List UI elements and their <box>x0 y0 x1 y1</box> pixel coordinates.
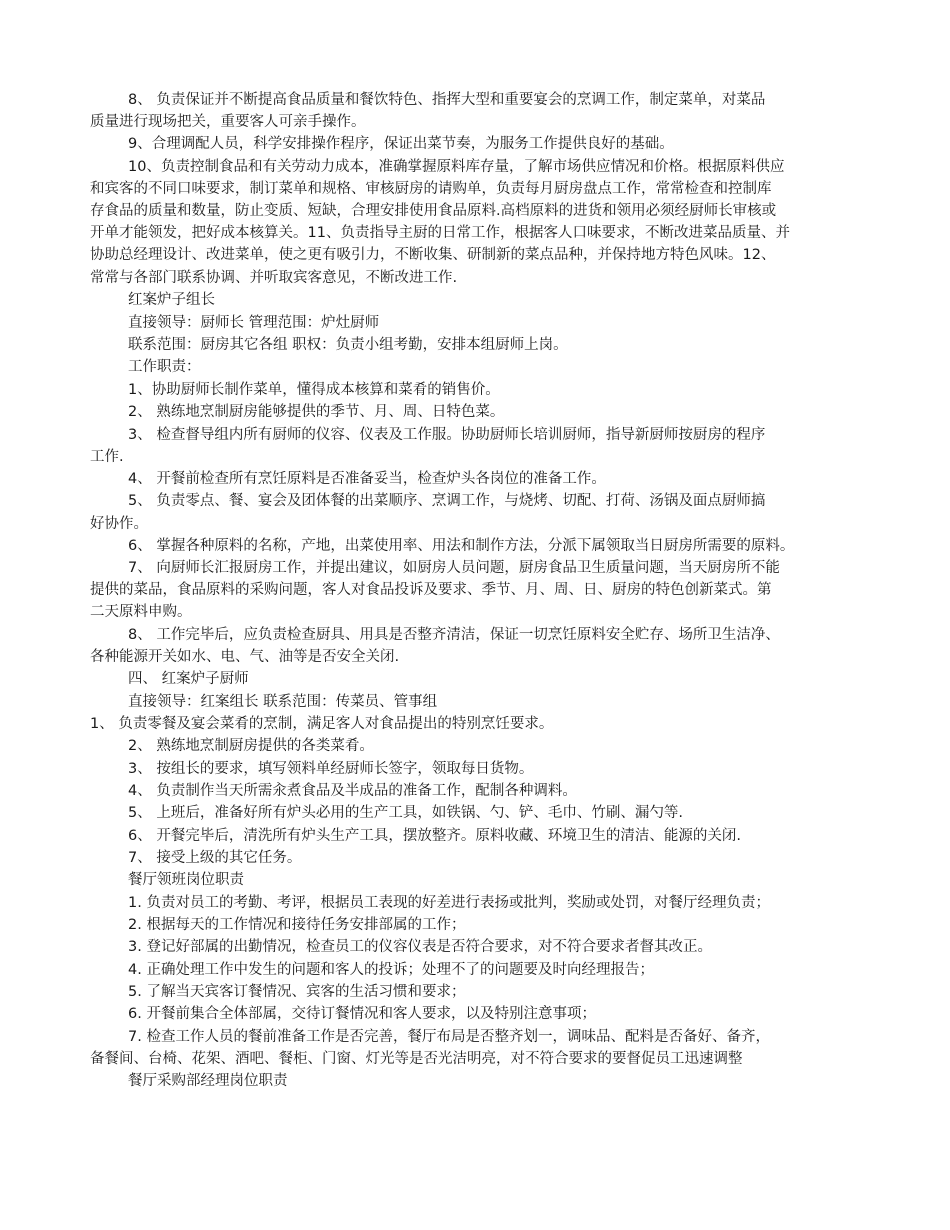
text-line: 9、合理调配人员，科学安排操作程序，保证出菜节奏，为服务工作提供良好的基础。 <box>128 136 674 152</box>
text-line: 协助总经理设计、改进菜单，使之更有吸引力，不断收集、研制新的菜点品种，并保持地方特色风味。12、 <box>90 247 776 263</box>
text-line: 质量进行现场把关，重要客人可亲手操作。 <box>90 114 366 130</box>
section-heading: 红案炉子组长 <box>128 292 215 308</box>
text-line: 开单才能领发，把好成本核算关。11、负责指导主厨的日常工作，根据客人口味要求，不断改进菜品质量、并 <box>90 225 790 241</box>
text-line: 3、 按组长的要求，填写领料单经厨师长签字，领取每日货物。 <box>128 761 534 777</box>
text-line: 各种能源开关如水、电、气、油等是否安全关闭. <box>90 649 400 665</box>
text-line: 3、 检查督导组内所有厨师的仪容、仪表及工作服。协助厨师长培训厨师，指导新厨师按厨房的程序 <box>128 427 766 443</box>
text-line: 2、 熟练地烹制厨房能够提供的季节、月、周、日特色菜。 <box>128 404 505 420</box>
text-line: 2、 熟练地烹制厨房提供的各类菜肴。 <box>128 738 374 754</box>
text-line: 二天原料申购。 <box>90 604 192 620</box>
section-heading: 四、 红案炉子厨师 <box>128 671 249 687</box>
text-line: 4、 开餐前检查所有烹饪原料是否准备妥当，检查炉头各岗位的准备工作。 <box>128 471 606 487</box>
text-line: 好协作。 <box>90 516 148 532</box>
text-line: 1、 负责零餐及宴会菜肴的烹制，满足客人对食品提出的特别烹饪要求。 <box>90 716 554 732</box>
text-line: 6、 开餐完毕后，清洗所有炉头生产工具，摆放整齐。原料收藏、环境卫生的清洁、能源的关闭. <box>128 828 741 844</box>
section-heading: 餐厅领班岗位职责 <box>128 872 244 888</box>
text-line: 8、 负责保证并不断提高食品质量和餐饮特色、指挥大型和重要宴会的烹调工作，制定菜单，对菜品 <box>128 92 766 108</box>
text-line: 6、 掌握各种原料的名称，产地，出菜使用率、用法和制作方法，分派下属领取当日厨房所需要的原料。 <box>128 538 795 554</box>
text-line: 存食品的质量和数量，防止变质、短缺，合理安排使用食品原料.高档原料的进货和领用必须经厨师长审核或 <box>90 203 777 219</box>
text-line: 工作. <box>90 449 124 465</box>
text-line: 1. 负责对员工的考勤、考评，根据员工表现的好差进行表扬或批判，奖励或处罚，对餐厅经理负责； <box>128 895 770 911</box>
section-heading: 餐厅采购部经理岗位职责 <box>128 1073 288 1089</box>
text-line: 7、 接受上级的其它任务。 <box>128 850 302 866</box>
text-line: 提供的菜品，食品原料的采购问题，客人对食品投诉及要求、季节、月、周、日、厨房的特色创新菜式。第 <box>90 582 772 598</box>
text-line: 4、 负责制作当天所需汆煮食品及半成品的准备工作，配制各种调料。 <box>128 783 577 799</box>
text-line: 联系范围：厨房其它各组 职权：负责小组考勤，安排本组厨师上岗。 <box>128 337 568 353</box>
text-line: 8、 工作完毕后，应负责检查厨具、用具是否整齐清洁，保证一切烹饪原料安全贮存、场所卫生洁净、 <box>128 627 780 643</box>
text-line: 7、 向厨师长汇报厨房工作，并提出建议，如厨房人员问题，厨房食品卫生质量问题，当天厨房所不能 <box>128 560 780 576</box>
text-line: 3. 登记好部属的出勤情况，检查员工的仪容仪表是否符合要求，对不符合要求者督其改正。 <box>128 939 712 955</box>
text-line: 工作职责： <box>128 359 201 375</box>
text-line: 10、负责控制食品和有关劳动力成本，准确掌握原料库存量，了解市场供应情况和价格。根据原料供应 <box>128 159 785 175</box>
text-line: 备餐间、台椅、花架、酒吧、餐柜、门窗、灯光等是否光洁明亮，对不符合要求的要督促员工迅速调整 <box>90 1051 743 1067</box>
text-line: 6. 开餐前集合全体部属，交待订餐情况和客人要求，以及特别注意事项； <box>128 1006 596 1022</box>
text-line: 5. 了解当天宾客订餐情况、宾客的生活习惯和要求； <box>128 984 466 1000</box>
text-line: 常常与各部门联系协调、并听取宾客意见，不断改进工作. <box>90 270 458 286</box>
text-line: 1、协助厨师长制作菜单，懂得成本核算和菜肴的销售价。 <box>128 382 500 398</box>
text-line: 5、 上班后，准备好所有炉头必用的生产工具，如铁锅、勺、铲、毛巾、竹刷、漏勺等. <box>128 805 683 821</box>
text-line: 7. 检查工作人员的餐前准备工作是否完善，餐厅布局是否整齐划一，调味品、配料是否备好、备齐， <box>128 1029 770 1045</box>
text-line: 2. 根据每天的工作情况和接待任务安排部属的工作； <box>128 917 466 933</box>
text-line: 直接领导：红案组长 联系范围：传菜员、管事组 <box>128 694 438 710</box>
text-line: 5、 负责零点、餐、宴会及团体餐的出菜顺序、烹调工作，与烧烤、切配、打荷、汤锅及面点厨师搞 <box>128 493 766 509</box>
text-line: 和宾客的不同口味要求，制订菜单和规格、审核厨房的请购单，负责每月厨房盘点工作，常常检查和控制库 <box>90 181 772 197</box>
text-line: 直接领导：厨师长 管理范围：炉灶厨师 <box>128 315 380 331</box>
text-line: 4. 正确处理工作中发生的问题和客人的投诉；处理不了的问题要及时向经理报告； <box>128 962 654 978</box>
